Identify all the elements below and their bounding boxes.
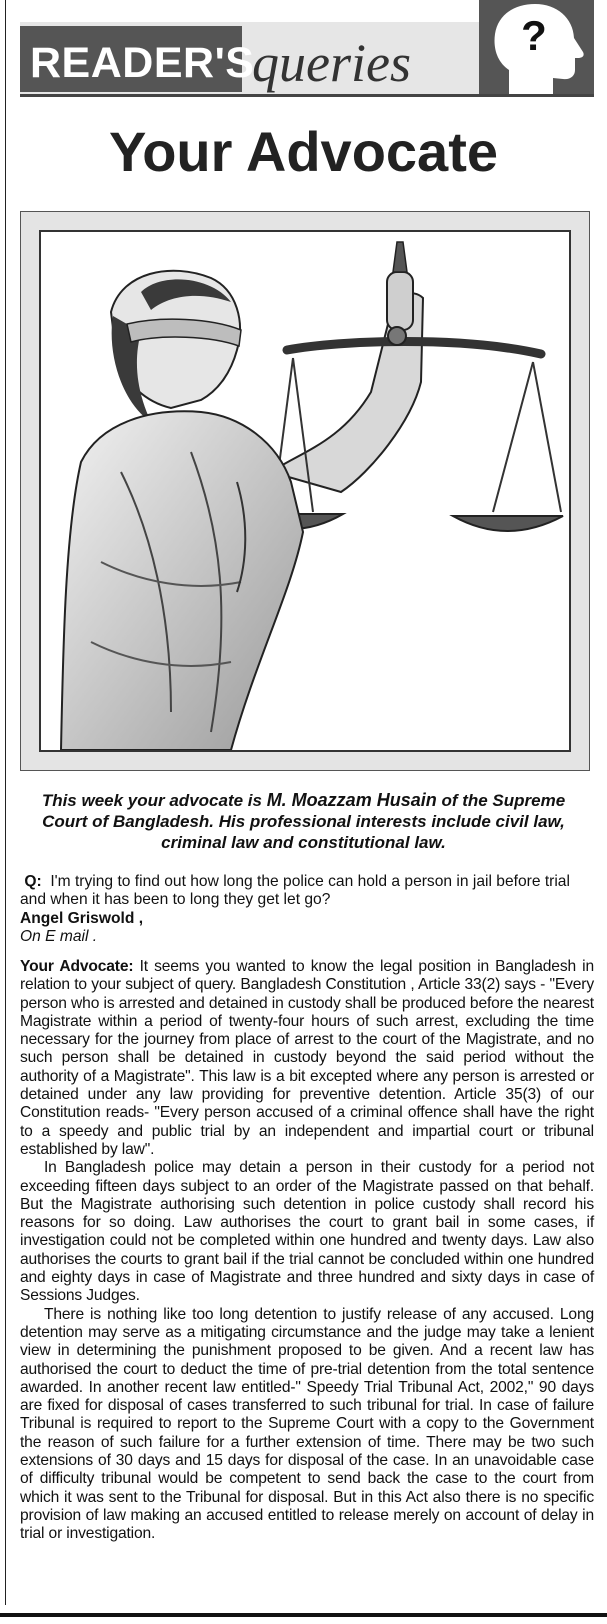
question-text: I'm trying to find out how long the police can hold a person in jail before trial and when it has been to long they get let go? <box>20 873 570 909</box>
intro-lead: This week your advocate is <box>41 791 267 810</box>
intro-tail: of the Supreme Court of Bangladesh. His professional interests include civil law, criminal law and constitutional law. <box>42 791 566 852</box>
head-question-icon <box>479 0 594 94</box>
column-rule <box>5 0 6 1605</box>
masthead-readers-label: READER'S <box>30 39 255 87</box>
masthead <box>20 12 594 98</box>
masthead-rule <box>20 94 594 97</box>
page-title: Your Advocate <box>109 120 498 183</box>
illustration-frame <box>20 211 590 771</box>
reader-question <box>20 873 594 946</box>
masthead-queries-label: queries <box>252 33 411 93</box>
advocate-intro <box>20 790 587 853</box>
answer-label: Your Advocate: <box>20 958 134 975</box>
lady-justice-illustration <box>39 230 571 752</box>
question-signature: Angel Griswold , <box>20 909 144 927</box>
answer-text-1: It seems you wanted to know the legal position in Bangladesh in relation to your subject of query. Bangladesh Constitution , Article 33(2) says - "Every person who is arrested and detained in custody shall be produced before the nearest Magistrate within a period of twenty-four hours of such arrest, excluding the time necessary for the journey from place of arrest to the court of the Magistrate, and no such person shall be detained in custody beyond the said period without the authority of a Magistrate". This law is a bit excepted where any person is arrested or detained under any law providing for preventive detention. Article 35(3) of our Constitution reads- "Every person accused of a criminal offence shall have the right to a speedy and public trial by an independent and impartial court or tribunal established by law". <box>20 958 595 1158</box>
bottom-rule <box>0 1613 607 1617</box>
answer-paragraph-1 <box>20 958 594 1159</box>
advocate-name: M. Moazzam Husain <box>266 790 437 810</box>
badge-question-mark: ? <box>521 12 547 59</box>
question-line <box>20 873 594 910</box>
answer-paragraph-3: There is nothing like too long detention to justify release of any accused. Long detention may serve as a mitigating circumstance and the judge may take a lenient view in determining the punishment proposed to be given. And a recent law has authorised the court to deduct the time of pre-trial detention from the total sentence awarded. In another recent law entitled-" Speedy Trial Tribunal Act, 2002," 90 days are fixed for disposal of cases transferred to such tribunal for trial. In case of failure Tribunal is required to report to the Supreme Court with a copy to the Government the reason of such failure for a further extension of time. There may be two such extensions of 30 days and 15 days for disposal of the case. In an unavoidable case of difficulty tribunal would be competent to send back the case to the court from which it was sent to the Tribunal for disposal. But in this Act also there is no specific provision of law making an accused entitled to release merely on account of delay in trial or investigation. <box>20 1305 594 1543</box>
question-label: Q: <box>24 873 42 890</box>
advocate-answer <box>20 958 594 1544</box>
answer-paragraph-2: In Bangladesh police may detain a person in their custody for a period not exceeding fifteen days subject to an order of the Magistrate passed on that behalf. But the Magistrate authorising such detention in police custody shall record his reasons for so doing. Law authorises the court to grant bail in some cases, if investigation could not be completed within one hundred and twenty days. Law also authorises the courts to grant bail if the trial cannot be concluded within one hundred and eighty days in case of Magistrate and three hundred and sixty days in case of Sessions Judges. <box>20 1159 594 1305</box>
question-source: On E mail . <box>20 927 98 945</box>
